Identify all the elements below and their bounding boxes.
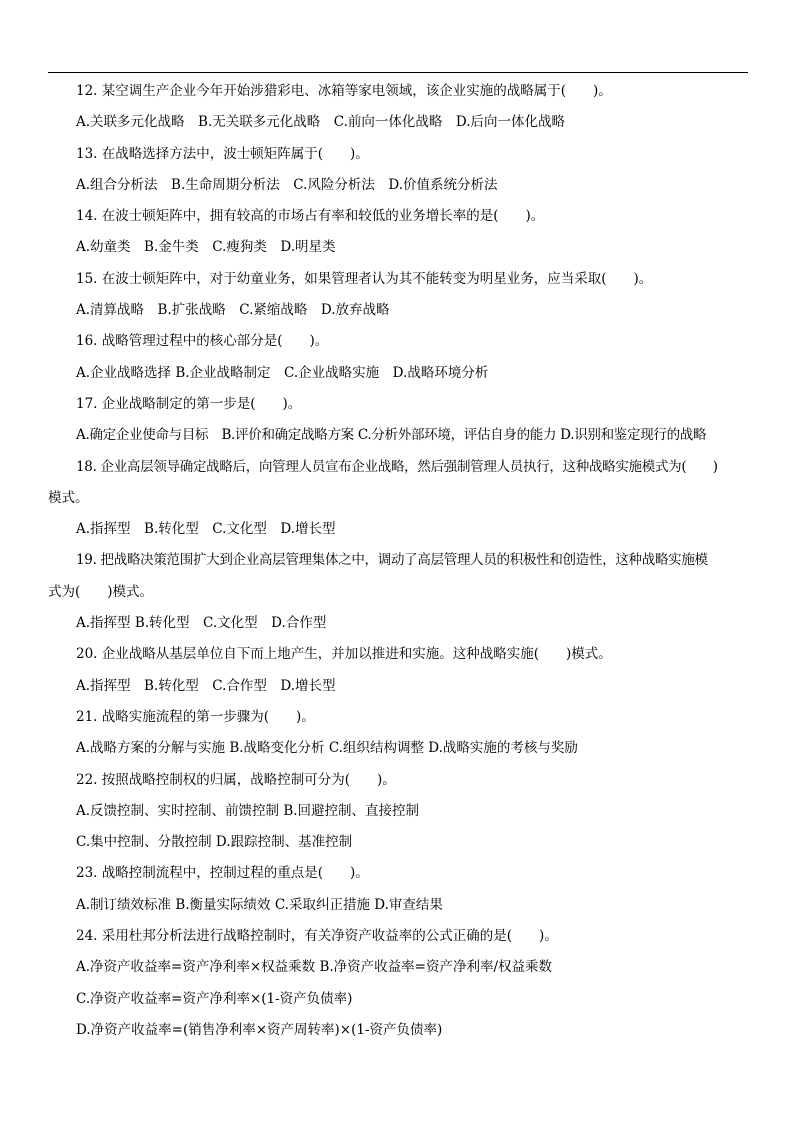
question-15: 15. 在波士顿矩阵中，对于幼童业务，如果管理者认为其不能转变为明星业务，应当采取( )。 [76, 270, 653, 287]
options-12: A.关联多元化战略 B.无关联多元化战略 C.前向一体化战略 D.后向一体化战略 [76, 114, 566, 131]
options-20: A.指挥型 B.转化型 C.合作型 D.增长型 [76, 677, 336, 694]
question-18-continued: 模式。 [48, 489, 89, 506]
question-21: 21. 战略实施流程的第一步骤为( )。 [76, 708, 315, 725]
question-19-continued: 式为( )模式。 [48, 583, 154, 600]
question-17: 17. 企业战略制定的第一步是( )。 [76, 395, 302, 412]
options-15: A.清算战略 B.扩张战略 C.紧缩战略 D.放弃战略 [76, 302, 390, 319]
options-24-a-b: A.净资产收益率=资产净利率×权益乘数 B.净资产收益率=资产净利率/权益乘数 [76, 959, 553, 976]
options-18: A.指挥型 B.转化型 C.文化型 D.增长型 [76, 521, 336, 538]
options-13: A.组合分析法 B.生命周期分析法 C.风险分析法 D.价值系统分析法 [76, 176, 498, 193]
options-14: A.幼童类 B.金牛类 C.瘦狗类 D.明星类 [76, 239, 336, 256]
options-19: A.指挥型 B.转化型 C.文化型 D.合作型 [76, 615, 327, 632]
options-16: A.企业战略选择 B.企业战略制定 C.企业战略实施 D.战略环境分析 [76, 364, 489, 381]
document-body [48, 76, 748, 1046]
question-12: 12. 某空调生产企业今年开始涉猎彩电、冰箱等家电领域，该企业实施的战略属于( )。 [76, 83, 612, 99]
header-rule [48, 72, 748, 73]
question-18: 18. 企业高层领导确定战略后，向管理人员宣布企业战略，然后强制管理人员执行，这种战略实施模式为( ) [76, 458, 718, 475]
question-20: 20. 企业战略从基层单位自下而上地产生，并加以推进和实施。这种战略实施( )模式。 [76, 646, 612, 663]
options-17: A.确定企业使命与目标 B.评价和确定战略方案 C.分析外部环境，评估自身的能力 D.识别和鉴定现行的战略 [76, 427, 707, 444]
options-23: A.制订绩效标准 B.衡量实际绩效 C.采取纠正措施 D.审查结果 [76, 896, 443, 913]
options-22-c-d: C.集中控制、分散控制 D.跟踪控制、基准控制 [76, 834, 353, 851]
question-22: 22. 按照战略控制权的归属，战略控制可分为( )。 [76, 771, 396, 788]
options-24-d: D.净资产收益率=(销售净利率×资产周转率)×(1-资产负债率) [76, 1021, 443, 1038]
question-19: 19. 把战略决策范围扩大到企业高层管理集体之中，调动了高层管理人员的积极性和创造性，这种战略实施模 [76, 552, 708, 569]
options-24-c: C.净资产收益率=资产净利率×(1-资产负债率) [76, 990, 353, 1007]
question-14: 14. 在波士顿矩阵中，拥有较高的市场占有率和较低的业务增长率的是( )。 [76, 208, 545, 225]
options-21: A.战略方案的分解与实施 B.战略变化分析 C.组织结构调整 D.战略实施的考核与奖励 [76, 740, 578, 757]
question-16: 16. 战略管理过程中的核心部分是( )。 [76, 333, 329, 350]
question-23: 23. 战略控制流程中，控制过程的重点是( )。 [76, 865, 369, 882]
options-22-a-b: A.反馈控制、实时控制、前馈控制 B.回避控制、直接控制 [76, 802, 420, 819]
question-24: 24. 采用杜邦分析法进行战略控制时，有关净资产收益率的公式正确的是( )。 [76, 928, 558, 945]
question-13: 13. 在战略选择方法中，波士顿矩阵属于( )。 [76, 145, 369, 162]
